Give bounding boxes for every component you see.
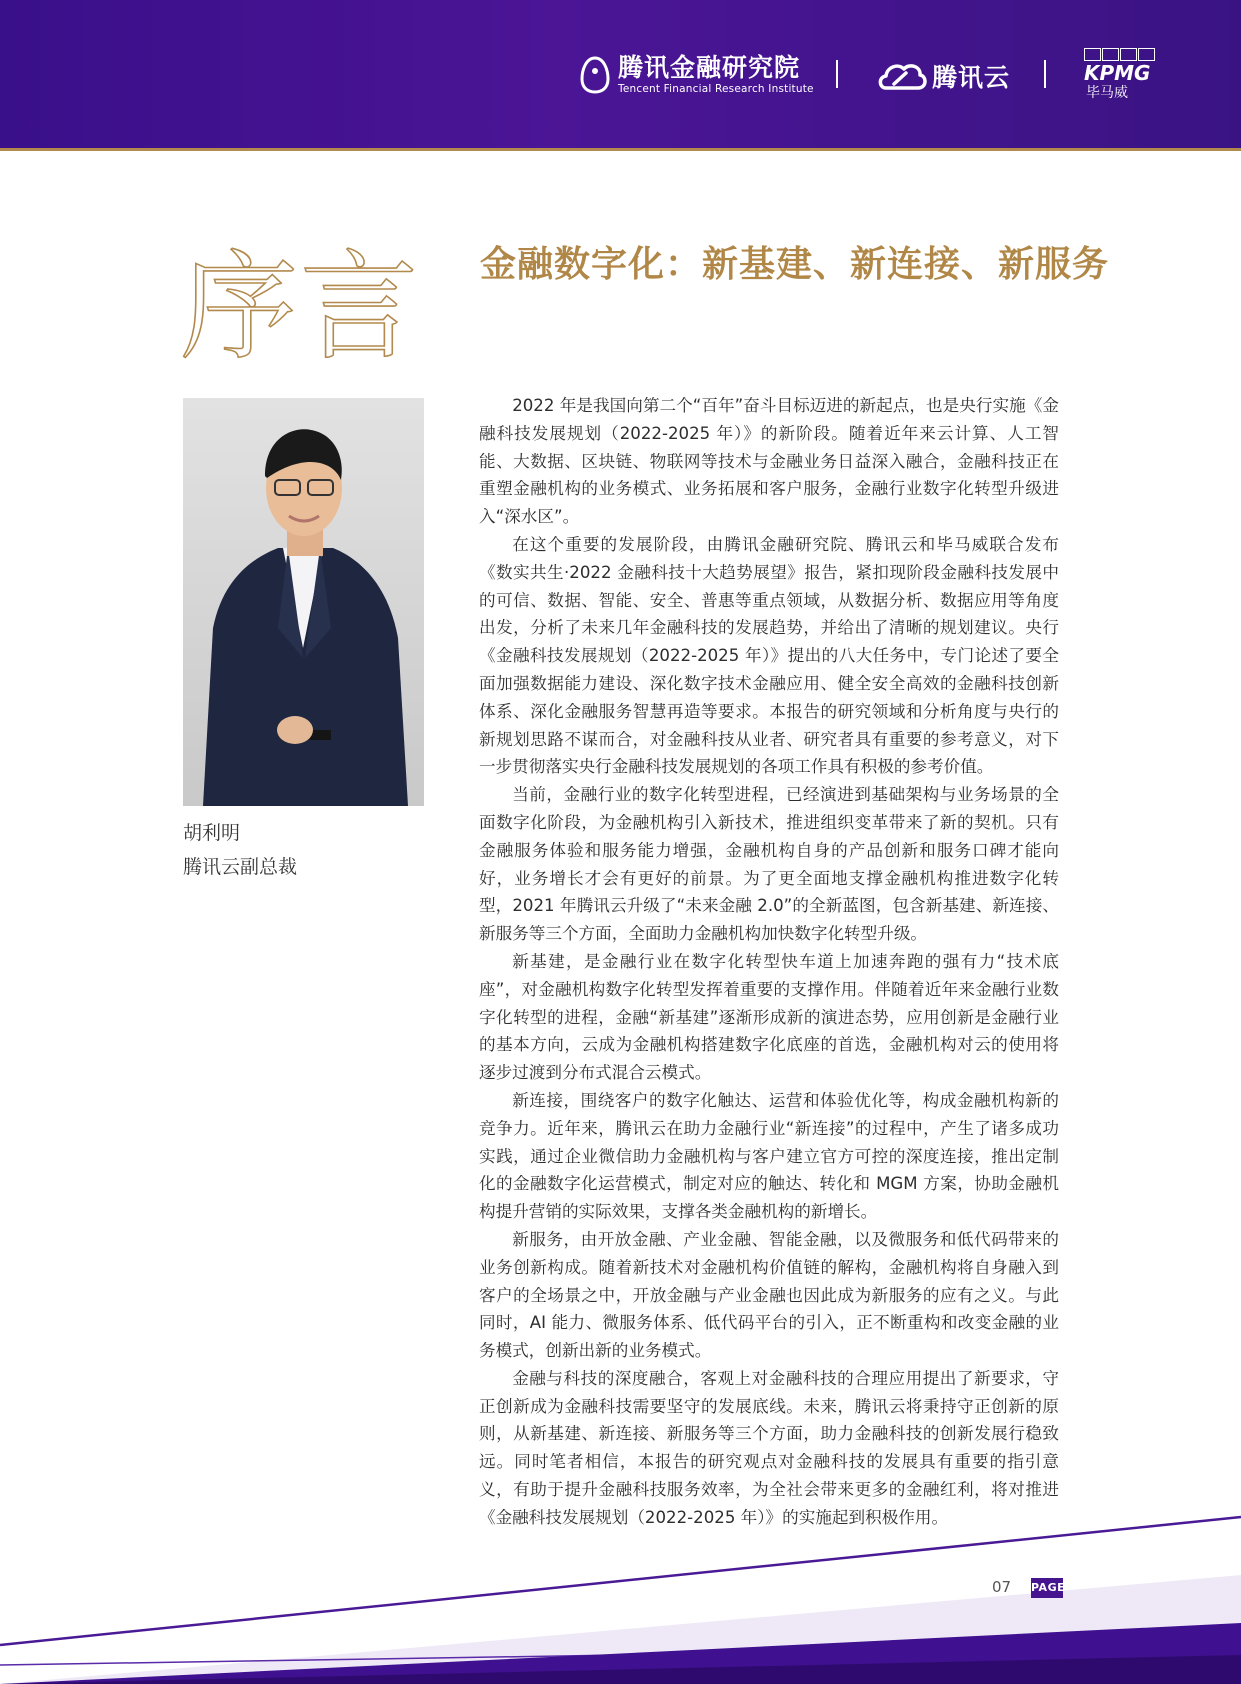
tencent-financial-research-logo (580, 52, 814, 98)
tencent-cloud-logo (876, 58, 1010, 94)
svg-text:序言: 序言 (180, 238, 420, 366)
header-banner (0, 0, 1241, 148)
kpmg-boxes-icon (1084, 48, 1164, 62)
paragraph: 2022 年是我国向第二个“百年”奋斗目标迈进的新起点，也是央行实施《金融科技发展规划（2022-2025 年）》的新阶段。随着近年来云计算、人工智能、大数据、区块链、物联网等技术与金融业务日益深入融合，金融科技正在重塑金融机构的业务模式、业务拓展和客户服务，金融行业数字化转型升级进入“深水区”。 (479, 396, 1059, 527)
article-subtitle: 金融数字化：新基建、新连接、新服务 (480, 243, 1110, 285)
author-position: 腾讯云副总裁 (183, 856, 298, 878)
paragraph: 新连接，围绕客户的数字化触达、运营和体验优化等，构成金融机构新的竞争力。近年来，腾讯云在助力金融行业“新连接”的过程中，产生了诸多成功实践，通过企业微信助力金融机构与客户建立官方可控的深度连接，推出定制化的金融数字化运营模式，制定对应的触达、转化和 MGM 方案，协助金融机构提升营销的实际效果，支撑各类金融机构的新增长。 (479, 1090, 1059, 1222)
tfri-name-en: Tencent Financial Research Institute (618, 83, 814, 95)
paragraph: 金融与科技的深度融合，客观上对金融科技的合理应用提出了新要求，守正创新成为金融科技需要坚守的发展底线。未来，腾讯云将秉持守正创新的原则，从新基建、新连接、新服务等三个方面，助力金融科技的创新发展行稳致远。同时笔者相信，本报告的研究观点对金融科技的发展具有重要的指引意义，有助于提升金融科技服务效率，为全社会带来更多的金融红利，将对推进《金融科技发展规划（2022-2025 年）》的实施起到积极作用。 (479, 1368, 1059, 1527)
paragraph: 新基建，是金融行业在数字化转型快车道上加速奔跑的强有力“技术底座”，对金融机构数字化转型发挥着重要的支撑作用。伴随着近年来金融行业数字化转型的进程，金融“新基建”逐渐形成新的演进态势，应用创新是金融行业的基本方向，云成为金融机构搭建数字化底座的首选，金融机构对云的使用将逐步过渡到分布式混合云模式。 (479, 951, 1059, 1083)
tfri-name-cn: 腾讯金融研究院 (618, 53, 801, 82)
logo-divider (836, 60, 838, 88)
page-number: 07 (992, 1578, 1012, 1596)
tencent-cloud-name: 腾讯云 (932, 63, 1011, 92)
article-body (479, 392, 1059, 1532)
kpmg-name-cn: 毕马威 (1086, 85, 1128, 101)
kpmg-wordmark: KPMG (1084, 61, 1151, 85)
egg-logo-icon (580, 56, 610, 94)
kpmg-logo (1084, 48, 1164, 104)
cloud-logo-icon (876, 60, 928, 92)
author-name: 胡利明 (183, 822, 241, 844)
preface-title (180, 236, 420, 366)
paragraph: 在这个重要的发展阶段，由腾讯金融研究院、腾讯云和毕马威联合发布《数实共生·2022 金融科技十大趋势展望》报告，紧扣现阶段金融科技发展中的可信、数据、智能、安全、普惠等重点领域，从数据分析、数据应用等角度出发，分析了未来几年金融科技的发展趋势，并给出了清晰的规划建议。央行《金融科技发展规划（2022-2025 年）》提出的八大任务中，专门论述了要全面加强数据能力建设、深化数字技术金融应用、健全安全高效的金融科技创新体系、深化金融服务智慧再造等要求。本报告的研究领域和分析角度与央行的新规划思路不谋而合，对金融科技从业者、研究者具有重要的参考意义，对下一步贯彻落实央行金融科技发展规划的各项工作具有积极的参考价值。 (479, 534, 1059, 777)
paragraph: 新服务，由开放金融、产业金融、智能金融，以及微服务和低代码带来的业务创新构成。随着新技术对金融机构价值链的解构，金融机构将自身融入到客户的全场景之中，开放金融与产业金融也因此成为新服务的应有之义。与此同时，AI 能力、微服务体系、低代码平台的引入，正不断重构和改变金融的业务模式，创新出新的业务模式。 (479, 1229, 1059, 1361)
page-label: PAGE (1031, 1578, 1063, 1598)
header-gold-rule (0, 148, 1241, 151)
logo-divider (1044, 60, 1046, 88)
author-portrait (183, 398, 424, 806)
paragraph: 当前，金融行业的数字化转型进程，已经演进到基础架构与业务场景的全面数字化阶段，为金融机构引入新技术，推进组织变革带来了新的契机。只有金融服务体验和服务能力增强，金融机构自身的产品创新和服务口碑才能向好，业务增长才会有更好的前景。为了更全面地支撑金融机构推进数字化转型，2021 年腾讯云升级了“未来金融 2.0”的全新蓝图，包含新基建、新连接、新服务等三个方面，全面助力金融机构加快数字化转型升级。 (479, 785, 1059, 944)
